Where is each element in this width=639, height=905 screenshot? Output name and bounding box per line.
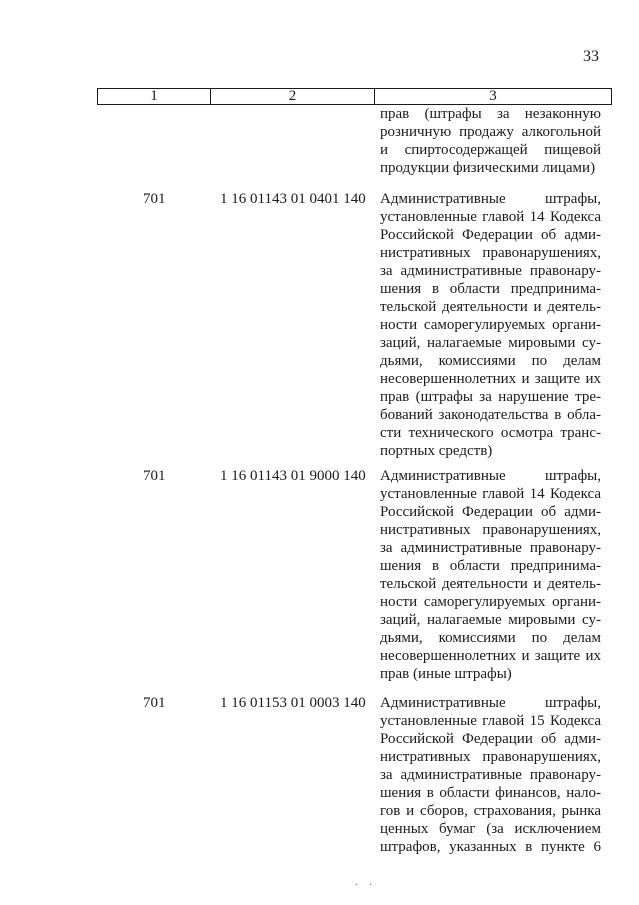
description-line: бований законодательства в обла-	[380, 407, 601, 423]
description-line: Российской Федерации об адми-	[380, 731, 601, 747]
entry-admin-code: 701	[143, 191, 166, 207]
description-line: установленные главой 15 Кодекса	[380, 713, 601, 729]
description-line: портных средств)	[380, 443, 493, 459]
description-line: Административные штрафы,	[380, 695, 601, 711]
description-line: прав (штрафы за нарушение тре-	[380, 389, 601, 405]
description-line: ности саморегулируемых органи-	[380, 317, 601, 333]
description-line: ности саморегулируемых органи-	[380, 594, 601, 610]
column-header-1: 1	[98, 89, 211, 105]
description-line: установленные главой 14 Кодекса	[380, 486, 601, 502]
entry-description	[380, 694, 601, 856]
description-line: шения в области предпринима-	[380, 558, 601, 574]
description-line: дьями, комиссиями по делам	[380, 630, 601, 646]
continuation-description	[380, 105, 601, 177]
description-line: прав (иные штрафы)	[380, 666, 512, 682]
description-line: заций, налагаемые мировыми су-	[380, 612, 601, 628]
column-header-table	[97, 88, 612, 105]
description-line: Административные штрафы,	[380, 468, 601, 484]
description-line: прав (штрафы за незаконную	[380, 106, 601, 122]
description-line: тельской деятельности и деятель-	[380, 576, 601, 592]
description-line: шения в области финансов, нало-	[380, 785, 601, 801]
description-line: за административные правонару-	[380, 263, 601, 279]
description-line: Российской Федерации об адми-	[380, 504, 601, 520]
description-line: несовершеннолетних и защите их	[380, 648, 601, 664]
description-line: за административные правонару-	[380, 767, 601, 783]
entry-admin-code: 701	[143, 695, 166, 711]
description-line: заций, налагаемые мировыми су-	[380, 335, 601, 351]
description-line: установленные главой 14 Кодекса	[380, 209, 601, 225]
entry-description	[380, 467, 601, 683]
description-line: за административные правонару-	[380, 540, 601, 556]
description-line: нистративных правонарушениях,	[380, 749, 601, 765]
entry-budget-code: 1 16 01143 01 0401 140	[220, 191, 366, 207]
description-line: ценных бумаг (за исключением	[380, 821, 601, 837]
column-header-2: 2	[211, 89, 375, 105]
description-line: и спиртосодержащей пищевой	[380, 142, 601, 158]
description-line: несовершеннолетних и защите их	[380, 371, 601, 387]
entry-description	[380, 190, 601, 460]
scan-artifact: · ·	[355, 880, 377, 891]
description-line: продукции физическими лицами)	[380, 160, 596, 176]
description-line: шения в области предпринима-	[380, 281, 601, 297]
description-line: Российской Федерации об адми-	[380, 227, 601, 243]
description-line: тельской деятельности и деятель-	[380, 299, 601, 315]
description-line: штрафов, указанных в пункте 6	[380, 839, 601, 855]
entry-admin-code: 701	[143, 468, 166, 484]
description-line: Административные штрафы,	[380, 191, 601, 207]
description-line: дьями, комиссиями по делам	[380, 353, 601, 369]
description-line: розничную продажу алкогольной	[380, 124, 601, 140]
page-number: 33	[583, 48, 599, 65]
column-header-3: 3	[375, 89, 612, 105]
description-line: нистративных правонарушениях,	[380, 245, 601, 261]
entry-budget-code: 1 16 01153 01 0003 140	[220, 695, 366, 711]
description-line: сти технического осмотра транс-	[380, 425, 601, 441]
description-line: нистративных правонарушениях,	[380, 522, 601, 538]
description-line: гов и сборов, страхования, рынка	[380, 803, 601, 819]
entry-budget-code: 1 16 01143 01 9000 140	[220, 468, 366, 484]
